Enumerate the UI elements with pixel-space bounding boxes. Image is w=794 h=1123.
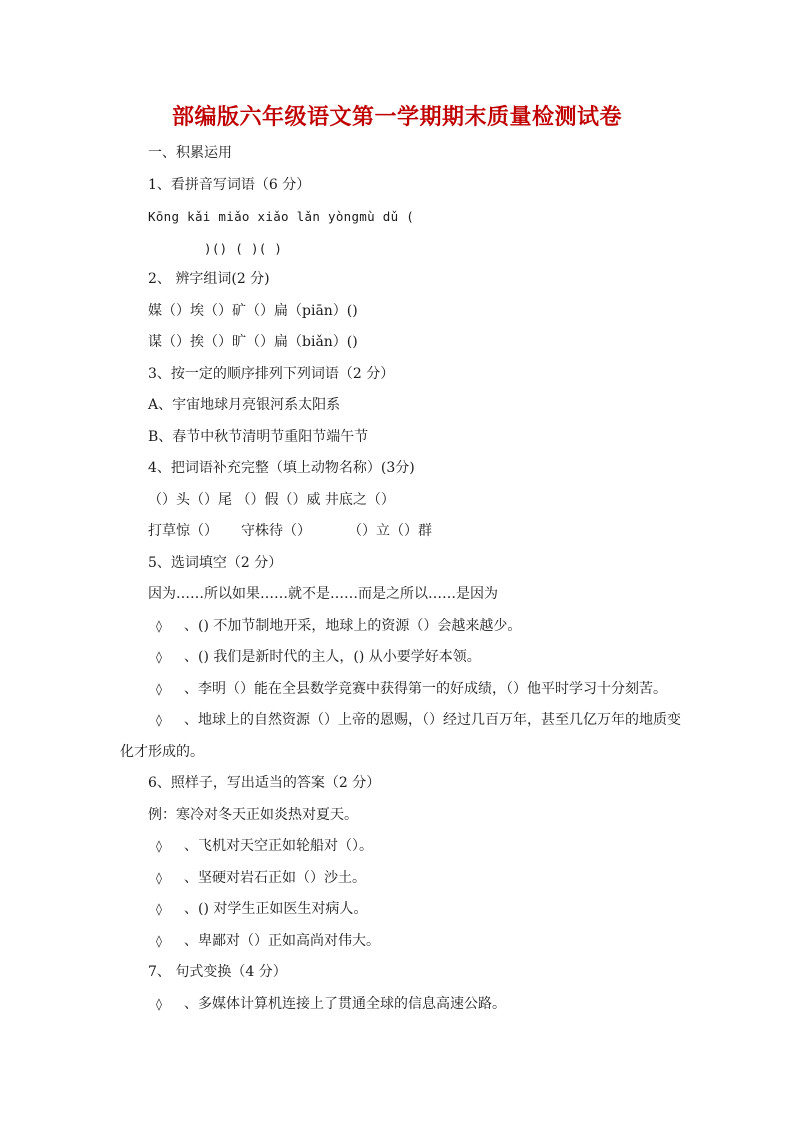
bullet-marker: ◊ (156, 619, 162, 633)
question-4-item-2: 守株待（） (241, 523, 311, 539)
question-4-item-3: （）立（）群 (348, 523, 432, 539)
bullet-marker: ◊ (156, 713, 162, 727)
question-7-item: 、多媒体计算机连接上了贯通全球的信息高速公路。 (184, 996, 506, 1012)
bullet-marker: ◊ (156, 839, 162, 853)
question-1-heading: 1、看拼音写词语（6 分） (148, 177, 311, 193)
question-6-item: 、飞机对天空正如轮船对（）。 (184, 838, 373, 854)
question-2-row-2: 谋（）挨（）旷（）扁（biǎn）() (148, 334, 358, 350)
question-7-heading: 7、 句式变换（4 分） (148, 964, 287, 980)
bullet-marker: ◊ (156, 650, 162, 664)
section-heading: 一、积累运用 (148, 145, 232, 161)
question-6-heading: 6、照样子，写出适当的答案（2 分） (148, 775, 381, 791)
question-5-item: 、() 我们是新时代的主人，() 从小要学好本领。 (184, 649, 481, 665)
question-6-item: 、() 对学生正如医生对病人。 (184, 901, 368, 917)
question-5-item-continuation: 化才形成的。 (120, 744, 204, 760)
question-6-item: 、坚硬对岩石正如（）沙土。 (184, 870, 366, 886)
question-1-blanks: )() ( )( ) (204, 241, 283, 256)
question-5-item: 、() 不加节制地开采，地球上的资源（）会越来越少。 (184, 618, 522, 634)
question-3-option-a: A、宇宙地球月亮银河系太阳系 (148, 397, 341, 413)
question-4-item-1: 打草惊（） (148, 523, 218, 539)
question-6-example: 例：寒冷对冬天正如炎热对夏天。 (148, 807, 358, 823)
page-title: 部编版六年级语文第一学期期末质量检测试卷 (171, 105, 622, 130)
bullet-marker: ◊ (156, 682, 162, 696)
question-4-heading: 4、把词语补充完整（填上动物名称）(3分) (148, 460, 415, 476)
question-3-heading: 3、按一定的顺序排列下列词语（2 分） (148, 366, 395, 382)
bullet-marker: ◊ (156, 997, 162, 1011)
question-4-row-1: （）头（）尾 （）假（）威 井底之（） (148, 492, 395, 508)
question-5-item: 、李明（）能在全县数学竞赛中获得第一的好成绩，（）他平时学习十分刻苦。 (184, 681, 667, 697)
question-5-heading: 5、选词填空（2 分） (148, 555, 283, 571)
question-2-heading: 2、 辨字组词(2 分) (148, 271, 270, 287)
question-5-item: 、地球上的自然资源（）上帝的恩赐，（）经过几百万年，甚至几亿万年的地质变 (184, 712, 681, 728)
question-1-pinyin: Kōng kǎi miǎo xiǎo lǎn yòngmù dǔ ( (148, 209, 415, 224)
bullet-marker: ◊ (156, 902, 162, 916)
question-5-word-bank: 因为……所以如果……就不是……而是之所以……是因为 (148, 586, 498, 602)
bullet-marker: ◊ (156, 934, 162, 948)
question-3-option-b: B、春节中秋节清明节重阳节端午节 (148, 429, 369, 445)
question-6-item: 、卑鄙对（）正如高尚对伟大。 (184, 933, 380, 949)
question-2-row-1: 媒（）埃（）矿（）扁（piān）() (148, 303, 358, 319)
bullet-marker: ◊ (156, 871, 162, 885)
